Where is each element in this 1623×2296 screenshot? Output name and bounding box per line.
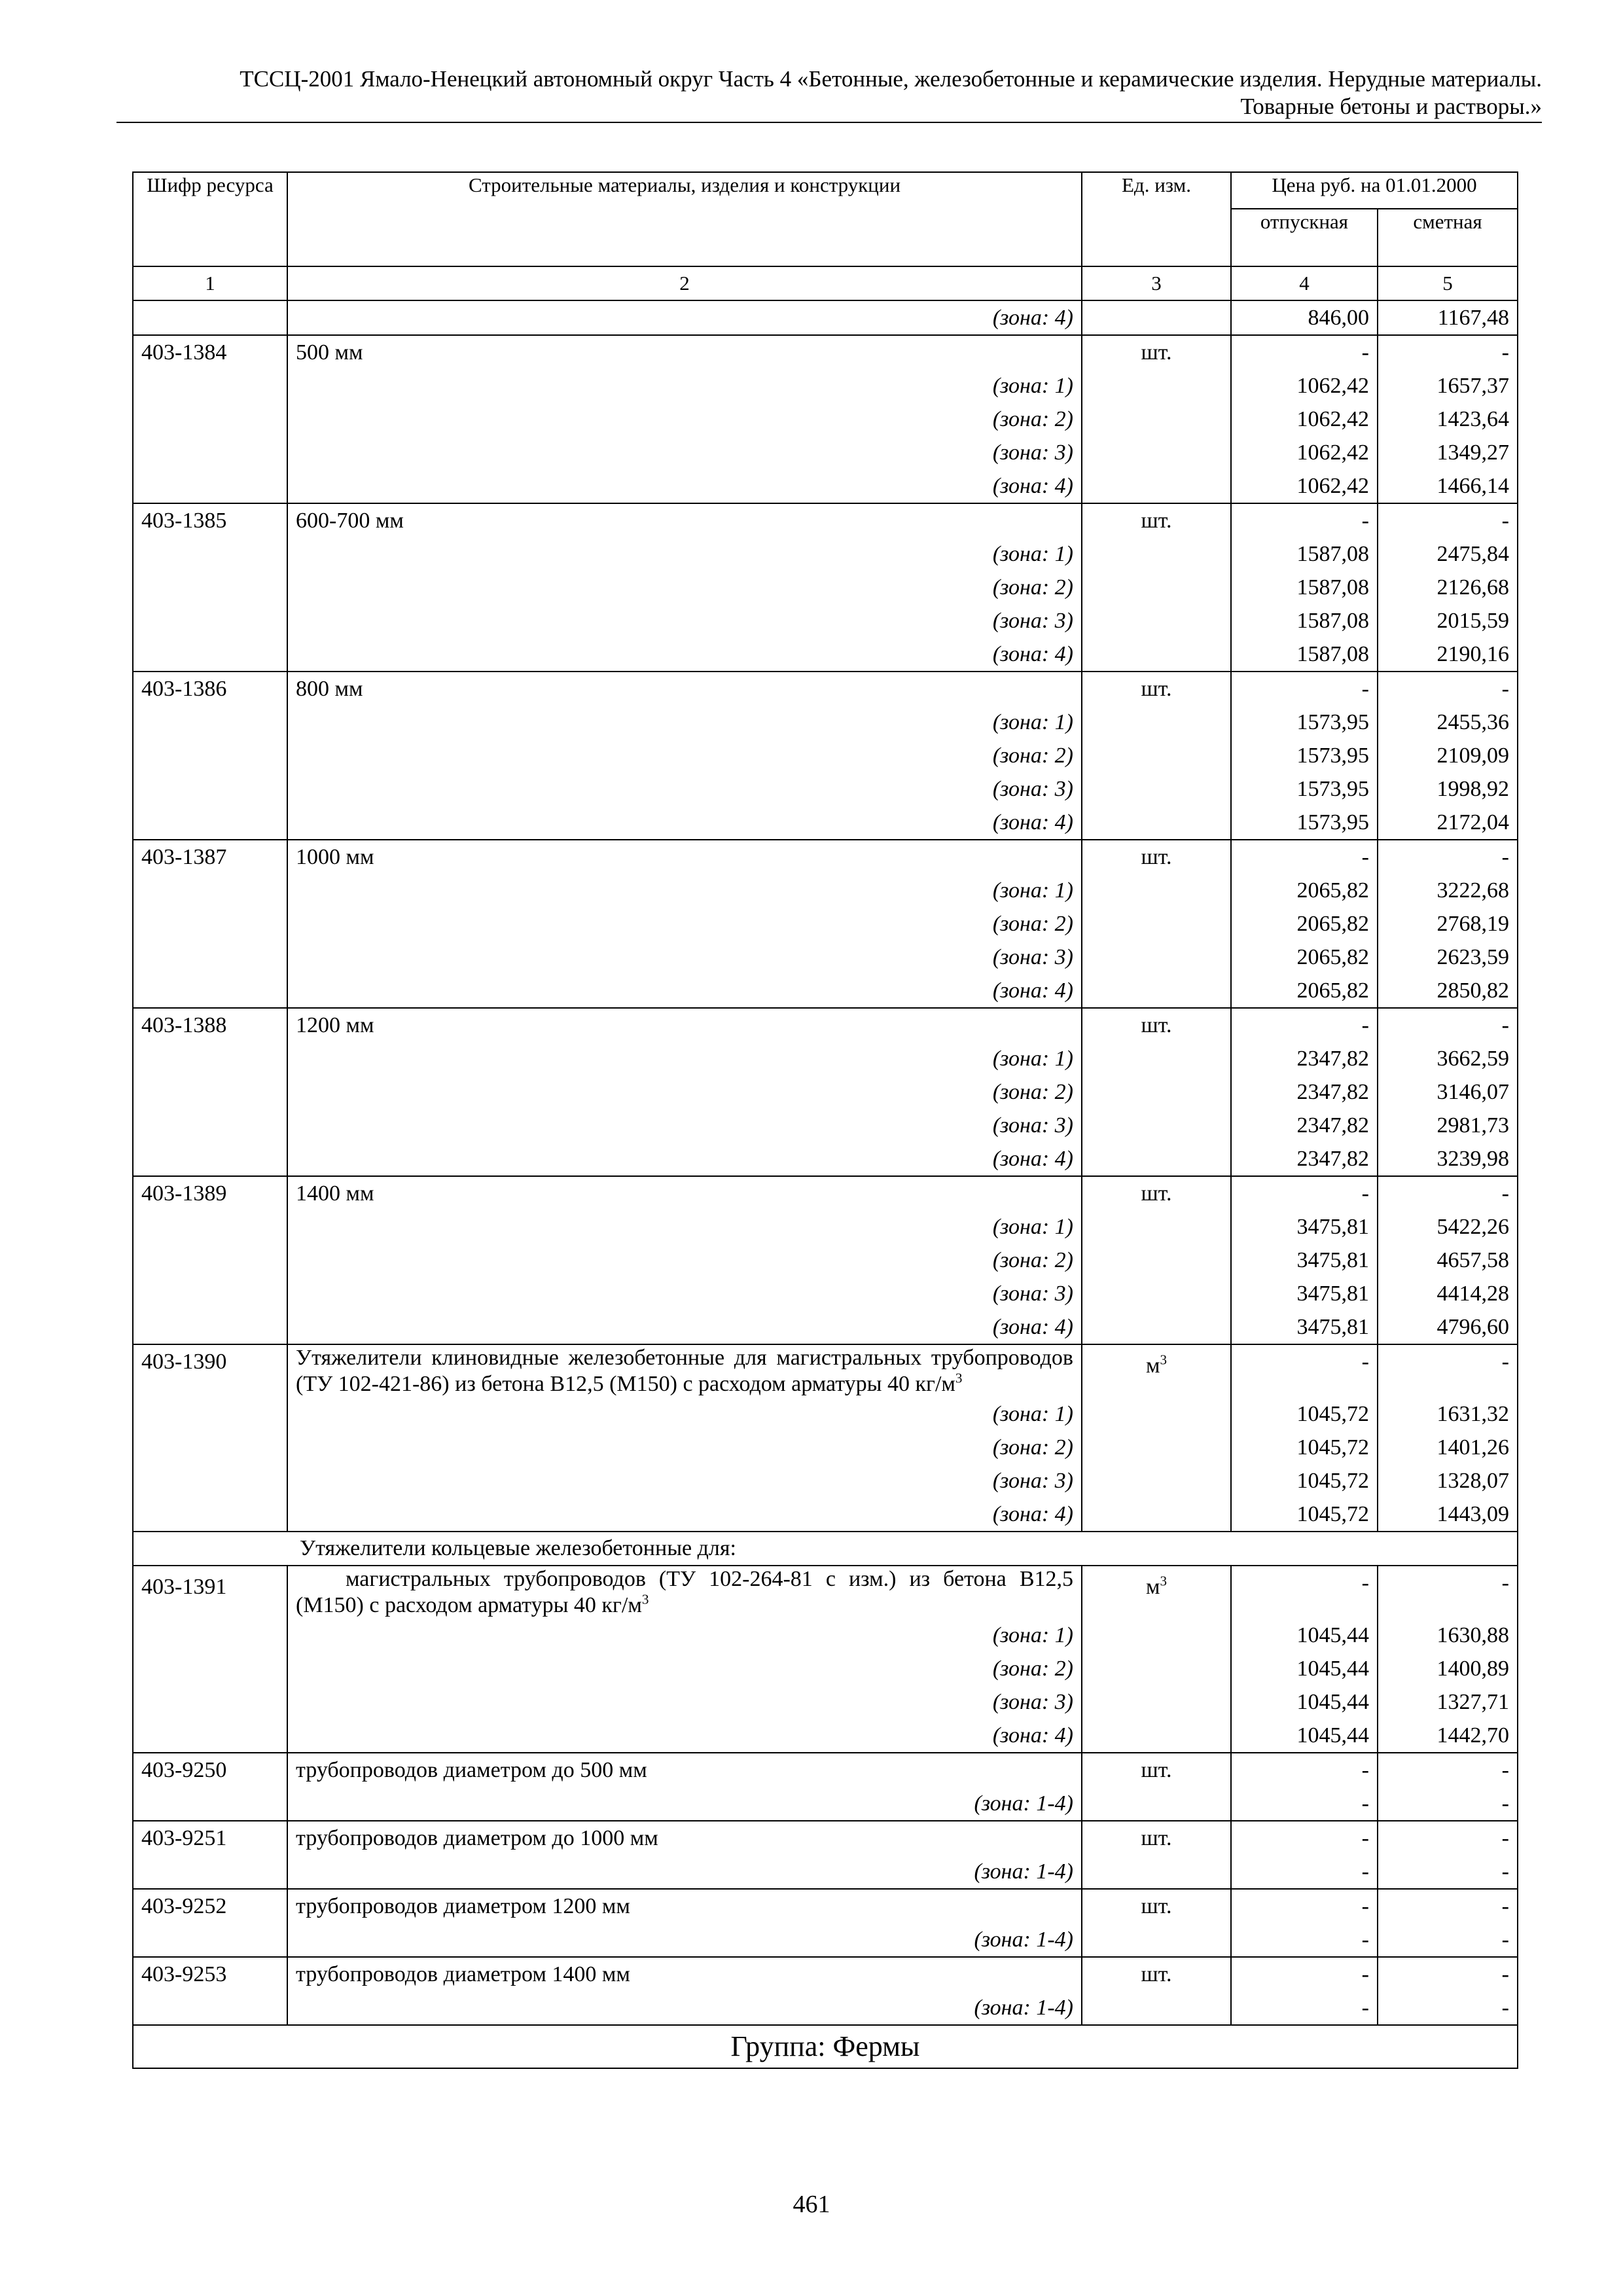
table-row [133,806,1518,840]
page-number: 461 [793,2191,830,2218]
zone-label: (зона: 2) [287,1431,1082,1464]
col-number-1: 1 [133,266,287,300]
resource-group [133,1344,1518,1532]
zone-label: (зона: 3) [287,772,1082,806]
table-row [133,1821,1518,1855]
resource-name: магистральных трубопроводов (ТУ 102-264-81 с изм.) из бетона В12,5 (М150) с расходом арматуры 40 $кг/м^3$ [287,1566,1082,1619]
col-header-unit: Ед. изм. [1082,172,1231,266]
release-price: 2347,82 [1231,1109,1378,1142]
estimate-price: 2768,19 [1378,907,1518,941]
zone-label: (зона: 4) [287,300,1082,335]
table-row [133,1753,1518,1787]
zone-label: (зона: 4) [287,637,1082,672]
estimate-price: - [1378,1566,1518,1619]
table-row [133,1277,1518,1310]
estimate-price: 2015,59 [1378,604,1518,637]
estimate-price: 1998,92 [1378,772,1518,806]
col-number-2: 2 [287,266,1082,300]
release-price: 1062,42 [1231,436,1378,469]
resource-code: 403-1388 [133,1008,287,1042]
table-row [133,1652,1518,1685]
release-price: - [1231,1008,1378,1042]
release-price: 2065,82 [1231,974,1378,1008]
zone-label: (зона: 1-4) [287,1787,1082,1821]
col-number-3: 3 [1082,266,1231,300]
release-price: 1045,72 [1231,1464,1378,1498]
zone-label: (зона: 3) [287,1109,1082,1142]
table-row [133,335,1518,369]
table-row [133,469,1518,503]
table-row [133,1344,1518,1397]
zone-label: (зона: 1) [287,1619,1082,1652]
table-row [133,1464,1518,1498]
estimate-price: 2172,04 [1378,806,1518,840]
table-row [133,1498,1518,1532]
resource-code: 403-1389 [133,1176,287,1210]
estimate-price: - [1378,1344,1518,1397]
table-row [133,1008,1518,1042]
zone-label: (зона: 4) [287,1498,1082,1532]
table-row [133,503,1518,537]
release-price: - [1231,672,1378,706]
resource-unit: шт. [1082,1821,1231,1855]
col-header-code: Шифр ресурса [133,172,287,266]
release-price: - [1231,1787,1378,1821]
resource-name: 1000 мм [287,840,1082,874]
estimate-price: 3222,68 [1378,874,1518,907]
table-row [133,436,1518,469]
release-price: 2065,82 [1231,874,1378,907]
zone-label: (зона: 1) [287,1210,1082,1244]
table-row [133,1310,1518,1344]
resource-unit: шт. [1082,335,1231,369]
estimate-price: 1328,07 [1378,1464,1518,1498]
page-header [116,65,1542,120]
estimate-price: 4414,28 [1378,1277,1518,1310]
release-price: 2065,82 [1231,907,1378,941]
group-title-block [133,2025,1518,2068]
table-row [133,739,1518,772]
resource-name: трубопроводов диаметром до 500 мм [287,1753,1082,1787]
release-price: - [1231,1923,1378,1957]
estimate-price: 1442,70 [1378,1719,1518,1753]
table-row [133,1619,1518,1652]
estimate-price: - [1378,1008,1518,1042]
release-price: 2347,82 [1231,1075,1378,1109]
ring-heading-group [133,1532,1518,1566]
table-row [133,571,1518,604]
zone-label: (зона: 3) [287,436,1082,469]
resource-unit: шт. [1082,672,1231,706]
estimate-price: - [1378,1176,1518,1210]
col-header-price: Цена руб. на 01.01.2000 [1231,172,1518,209]
table-row [133,1991,1518,2025]
resource-name: трубопроводов диаметром 1200 мм [287,1889,1082,1923]
resource-code: 403-1385 [133,503,287,537]
zone-label: (зона: 2) [287,1652,1082,1685]
zone-label: (зона: 4) [287,974,1082,1008]
release-price: - [1231,503,1378,537]
release-price: 1587,08 [1231,537,1378,571]
estimate-price: 3146,07 [1378,1075,1518,1109]
resource-code: 403-1387 [133,840,287,874]
table-row [133,1109,1518,1142]
estimate-price: - [1378,1855,1518,1889]
release-price: 1045,44 [1231,1685,1378,1719]
release-price: 3475,81 [1231,1210,1378,1244]
col-header-estimate: сметная [1378,209,1518,266]
release-price: 1587,08 [1231,604,1378,637]
table-row [133,840,1518,874]
release-price: - [1231,1753,1378,1787]
table-row [133,1397,1518,1431]
header-rule [116,122,1542,123]
zone-label: (зона: 1) [287,706,1082,739]
estimate-price: 2623,59 [1378,941,1518,974]
header-line-2: Товарные бетоны и растворы.» [1240,94,1542,119]
release-price: 1045,44 [1231,1719,1378,1753]
zone-label: (зона: 4) [287,1719,1082,1753]
table-row [133,1244,1518,1277]
col-header-release: отпускная [1231,209,1378,266]
header-line-1: ТССЦ-2001 Ямало-Ненецкий автономный округ Часть 4 «Бетонные, железобетонные и керамические изделия. Нерудные материалы. [240,66,1542,92]
table-row [133,1889,1518,1923]
zone-label: (зона: 2) [287,403,1082,436]
table-row [133,907,1518,941]
table-row [133,604,1518,637]
release-price: - [1231,335,1378,369]
table-row [133,1176,1518,1210]
estimate-price: - [1378,1889,1518,1923]
resource-name: 1400 мм [287,1176,1082,1210]
estimate-price: 2981,73 [1378,1109,1518,1142]
release-price: 1573,95 [1231,739,1378,772]
resource-name: 800 мм [287,672,1082,706]
resource-name: трубопроводов диаметром до 1000 мм [287,1821,1082,1855]
table-row [133,672,1518,706]
table-row [133,2025,1518,2068]
estimate-price: 1423,64 [1378,403,1518,436]
resource-unit: $м^3$ [1082,1566,1231,1619]
estimate-price: - [1378,1923,1518,1957]
resource-group [133,1957,1518,2025]
resource-group [133,1176,1518,1344]
table-row [133,1855,1518,1889]
resource-name: 500 мм [287,335,1082,369]
release-price: 1045,72 [1231,1397,1378,1431]
release-price: 1573,95 [1231,772,1378,806]
resource-unit: шт. [1082,503,1231,537]
zone-label: (зона: 3) [287,604,1082,637]
resource-code: 403-1391 [133,1566,287,1619]
zone-label: (зона: 4) [287,1310,1082,1344]
estimate-price: 4796,60 [1378,1310,1518,1344]
release-price: 1062,42 [1231,369,1378,403]
resource-unit: шт. [1082,1176,1231,1210]
zone-label: (зона: 4) [287,469,1082,503]
resource-name: 600-700 мм [287,503,1082,537]
col-header-name: Строительные материалы, изделия и конструкции [287,172,1082,266]
table-row [133,974,1518,1008]
zone-label: (зона: 4) [287,806,1082,840]
release-price: - [1231,1991,1378,2025]
estimate-price: 2190,16 [1378,637,1518,672]
release-price: 3475,81 [1231,1244,1378,1277]
zone-label: (зона: 2) [287,1244,1082,1277]
table-row [133,1685,1518,1719]
release-price: - [1231,1566,1378,1619]
table-row [133,1210,1518,1244]
release-price: 3475,81 [1231,1310,1378,1344]
release-price: - [1231,1176,1378,1210]
zone-label: (зона: 1-4) [287,1923,1082,1957]
resource-group [133,1821,1518,1889]
resource-code: 403-1390 [133,1344,287,1397]
estimate-price: 2126,68 [1378,571,1518,604]
resource-group [133,840,1518,1008]
release-price: 846,00 [1231,300,1378,335]
resource-group [133,335,1518,503]
resource-group [133,1008,1518,1176]
resource-unit: $м^3$ [1082,1344,1231,1397]
resource-unit: шт. [1082,1753,1231,1787]
table-row [133,537,1518,571]
release-price: - [1231,1821,1378,1855]
table-row [133,1923,1518,1957]
zone-label: (зона: 1) [287,369,1082,403]
estimate-price: 1327,71 [1378,1685,1518,1719]
zone-label: (зона: 3) [287,1277,1082,1310]
table-row [133,772,1518,806]
table-row [133,403,1518,436]
release-price: 2347,82 [1231,1042,1378,1075]
release-price: - [1231,840,1378,874]
estimate-price: - [1378,1821,1518,1855]
resource-code: 403-1384 [133,335,287,369]
estimate-price: - [1378,1991,1518,2025]
estimate-price: - [1378,1753,1518,1787]
release-price: 1062,42 [1231,403,1378,436]
zone-label: (зона: 2) [287,739,1082,772]
zone-label: (зона: 1-4) [287,1855,1082,1889]
table-row [133,1075,1518,1109]
release-price: 1587,08 [1231,571,1378,604]
table-row [133,874,1518,907]
estimate-price: 5422,26 [1378,1210,1518,1244]
estimate-price: 1631,32 [1378,1397,1518,1431]
estimate-price: 4657,58 [1378,1244,1518,1277]
resource-unit: шт. [1082,1008,1231,1042]
resource-table [132,171,1518,2069]
resource-code: 403-1386 [133,672,287,706]
estimate-price: 2475,84 [1378,537,1518,571]
estimate-price: 1657,37 [1378,369,1518,403]
release-price: 1587,08 [1231,637,1378,672]
resource-code: 403-9252 [133,1889,287,1923]
estimate-price: 1443,09 [1378,1498,1518,1532]
zone-label: (зона: 3) [287,941,1082,974]
release-price: 2347,82 [1231,1142,1378,1176]
resource-group [133,503,1518,672]
zone-label: (зона: 2) [287,907,1082,941]
release-price: 1573,95 [1231,706,1378,739]
table-row [133,1431,1518,1464]
resource-unit: шт. [1082,840,1231,874]
table-row [133,1787,1518,1821]
estimate-price: 3662,59 [1378,1042,1518,1075]
zone-label: (зона: 1) [287,537,1082,571]
estimate-price: 2455,36 [1378,706,1518,739]
resource-group [133,1566,1518,1753]
zone-label: (зона: 2) [287,1075,1082,1109]
release-price: 2065,82 [1231,941,1378,974]
estimate-price: 2109,09 [1378,739,1518,772]
table-row [133,637,1518,672]
table-row [133,369,1518,403]
table-row [133,1566,1518,1619]
table-row [133,300,1518,335]
release-price: - [1231,1889,1378,1923]
release-price: 1045,72 [1231,1498,1378,1532]
resource-group [133,672,1518,840]
resource-code: 403-9253 [133,1957,287,1991]
zone-label: (зона: 3) [287,1464,1082,1498]
estimate-price: - [1378,672,1518,706]
resource-name: Утяжелители клиновидные железобетонные для магистральных трубопроводов (ТУ 102-421-86) из бетона В12,5 (М150) с расходом арматуры 40 $кг/м^3$ [287,1344,1082,1397]
resource-name: 1200 мм [287,1008,1082,1042]
col-number-4: 4 [1231,266,1378,300]
estimate-price: 1466,14 [1378,469,1518,503]
col-number-5: 5 [1378,266,1518,300]
estimate-price: - [1378,1787,1518,1821]
table-row [133,1957,1518,1991]
resource-group [133,1889,1518,1957]
release-price: 3475,81 [1231,1277,1378,1310]
estimate-price: - [1378,335,1518,369]
release-price: 1045,72 [1231,1431,1378,1464]
estimate-price: - [1378,840,1518,874]
estimate-price: 1630,88 [1378,1619,1518,1652]
estimate-price: 2850,82 [1378,974,1518,1008]
resource-code: 403-9251 [133,1821,287,1855]
estimate-price: 1400,89 [1378,1652,1518,1685]
zone-label: (зона: 1) [287,1397,1082,1431]
table-row [133,706,1518,739]
resource-unit: шт. [1082,1889,1231,1923]
table-row [133,1042,1518,1075]
table-row [133,1142,1518,1176]
zone-label: (зона: 4) [287,1142,1082,1176]
estimate-price: 1349,27 [1378,436,1518,469]
release-price: - [1231,1344,1378,1397]
release-price: - [1231,1957,1378,1991]
zone-label: (зона: 1) [287,874,1082,907]
resource-code: 403-9250 [133,1753,287,1787]
continuation-group [133,300,1518,335]
zone-label: (зона: 2) [287,571,1082,604]
release-price: 1045,44 [1231,1619,1378,1652]
release-price: - [1231,1855,1378,1889]
estimate-price: - [1378,1957,1518,1991]
zone-label: (зона: 3) [287,1685,1082,1719]
estimate-price: 1401,26 [1378,1431,1518,1464]
estimate-price: 1167,48 [1378,300,1518,335]
estimate-price: 3239,98 [1378,1142,1518,1176]
estimate-price: - [1378,503,1518,537]
release-price: 1045,44 [1231,1652,1378,1685]
resource-name: трубопроводов диаметром 1400 мм [287,1957,1082,1991]
table-row [133,1532,1518,1566]
group-title: Группа: Фермы [133,2025,1518,2068]
table-row [133,1719,1518,1753]
section-heading: Утяжелители кольцевые железобетонные для: [133,1532,1518,1566]
release-price: 1062,42 [1231,469,1378,503]
resource-unit: шт. [1082,1957,1231,1991]
zone-label: (зона: 1) [287,1042,1082,1075]
release-price: 1573,95 [1231,806,1378,840]
resource-group [133,1753,1518,1821]
table-row [133,941,1518,974]
zone-label: (зона: 1-4) [287,1991,1082,2025]
